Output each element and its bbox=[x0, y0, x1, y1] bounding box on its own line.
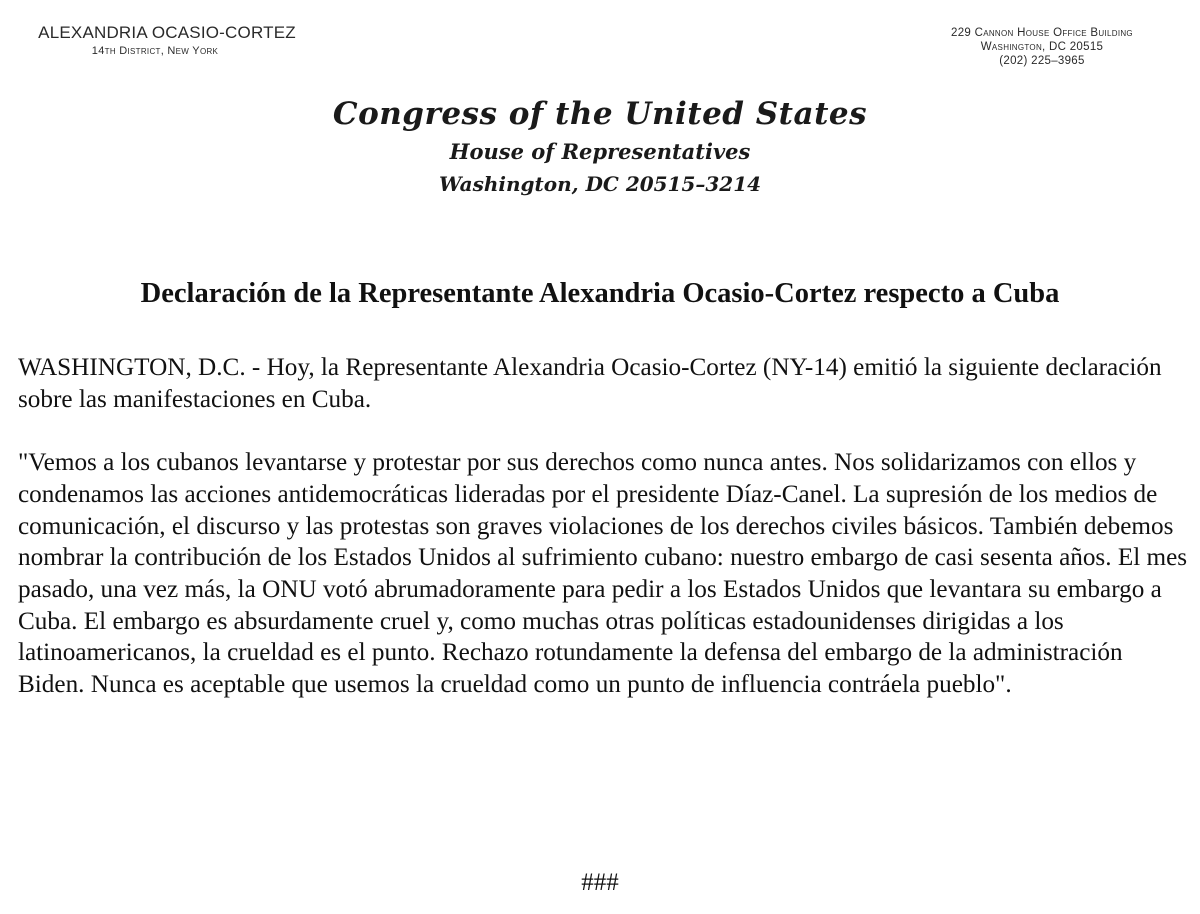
statement-headline: Declaración de la Representante Alexandria Ocasio-Cortez respecto a Cuba bbox=[140, 278, 1060, 309]
office-address-line1: 229 Cannon House Office Building bbox=[951, 27, 1133, 39]
congress-masthead bbox=[0, 92, 1200, 200]
house-title: House of Representatives bbox=[449, 139, 751, 164]
closing-marks: ### bbox=[581, 869, 619, 896]
representative-name: ALEXANDRIA OCASIO-CORTEZ bbox=[38, 23, 296, 42]
congress-title: Congress of the United States bbox=[332, 96, 868, 132]
letterhead-left bbox=[38, 22, 302, 58]
statement-body bbox=[18, 352, 1188, 732]
statement-quote: "Vemos a los cubanos levantarse y protestar por sus derechos como nunca antes. Nos solidarizamos con ellos y condenamos las acciones antidemocráticas lideradas por el presidente Díaz-Canel. La supresión de los medios de comunicación, el discurso y las protestas son graves violaciones de los derechos civiles básicos. También debemos nombrar la contribución de los Estados Unidos al sufrimiento cubano: nuestro embargo de casi sesenta años. El mes pasado, una vez más, la ONU votó abrumadoramente para pedir a los Estados Unidos que levantara su embargo a Cuba. El embargo es absurdamente cruel y, como muchas otras políticas estadounidenses dirigidas a los latinoamericanos, la crueldad es el punto. Rechazo rotundamente la defensa del embargo de la administración Biden. Nunca es aceptable que usemos la crueldad como un punto de influencia contráela pueblo". bbox=[18, 449, 1188, 699]
district-label: 14th District, New York bbox=[91, 45, 219, 57]
office-address-line2: Washington, DC 20515 bbox=[980, 41, 1104, 53]
office-phone: (202) 225–3965 bbox=[999, 55, 1085, 67]
letterhead-right bbox=[882, 26, 1142, 68]
congress-city: Washington, DC 20515–3214 bbox=[438, 172, 762, 196]
statement-intro: WASHINGTON, D.C. - Hoy, la Representante Alexandria Ocasio-Cortez (NY-14) emitió la siguiente declaración sobre las manifestaciones en Cuba. bbox=[18, 354, 1162, 413]
